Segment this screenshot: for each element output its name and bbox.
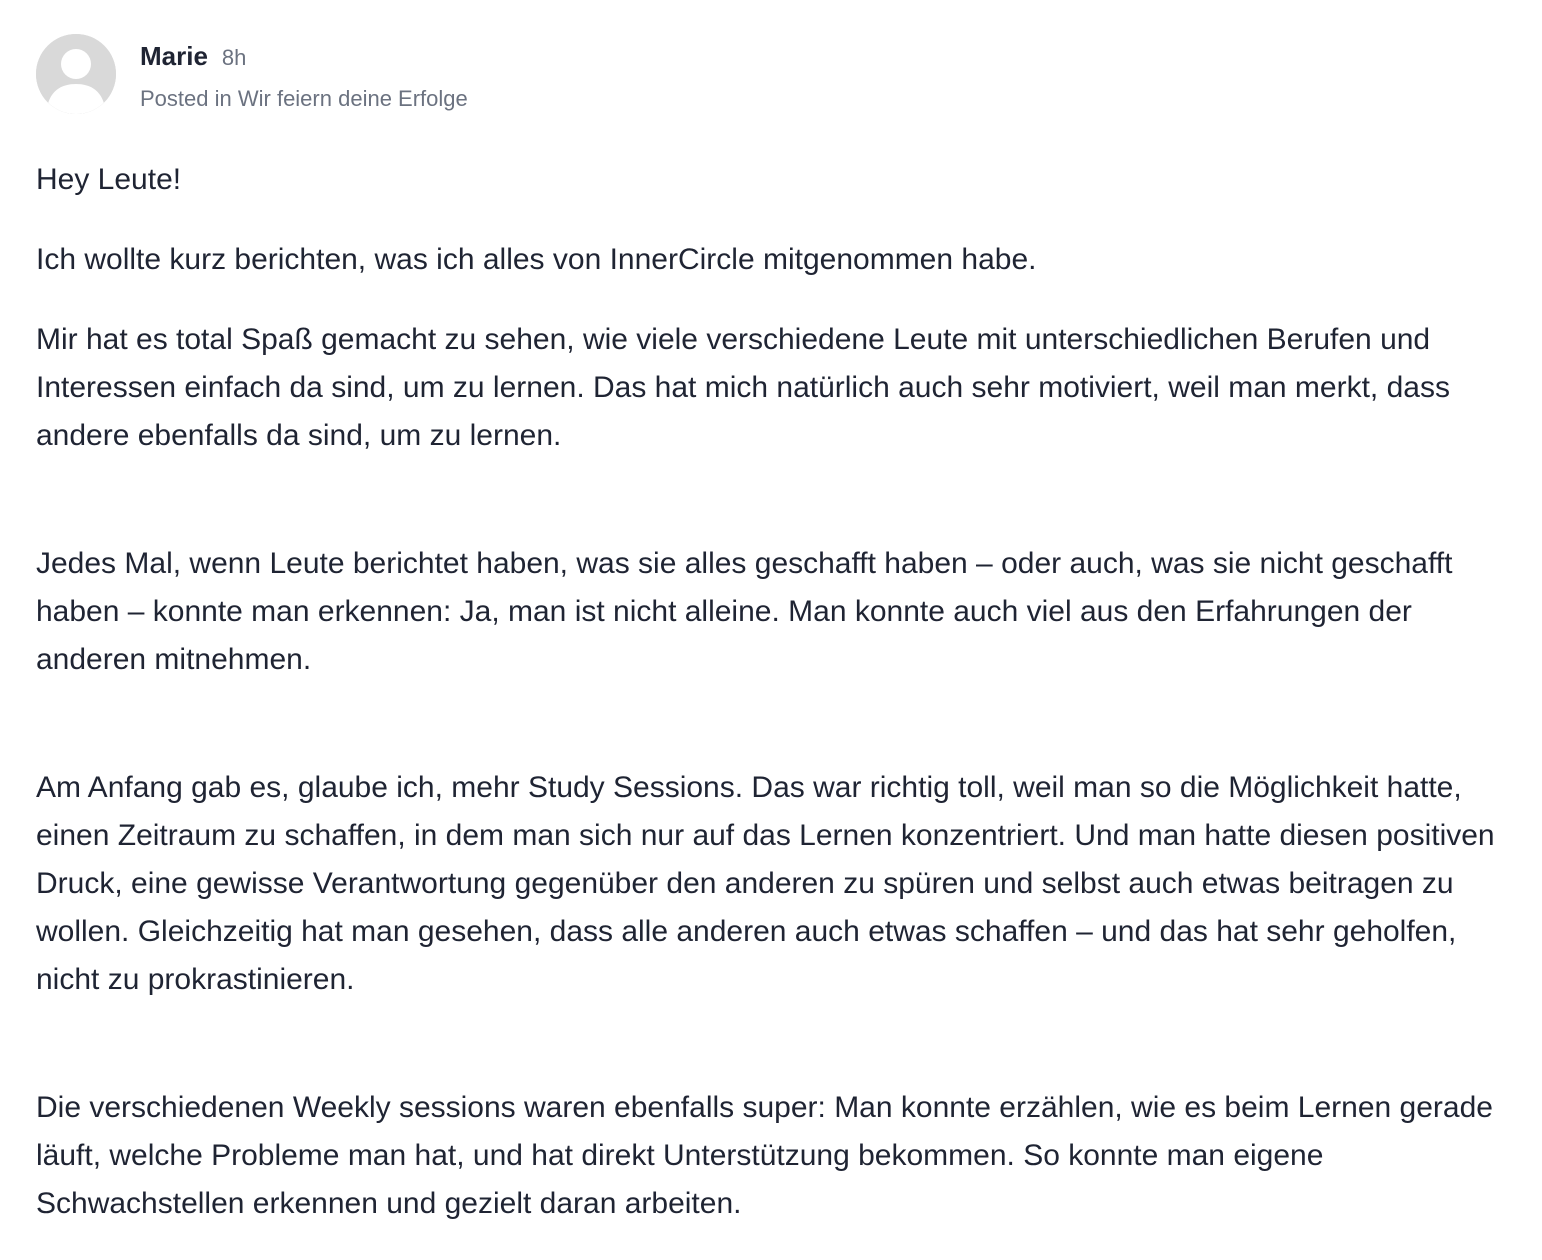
post-intro: Ich wollte kurz berichten, was ich alles von InnerCircle mitgenommen habe. bbox=[36, 243, 1037, 276]
posted-in-prefix: Posted in bbox=[140, 86, 232, 111]
post-body bbox=[36, 156, 1526, 1228]
author-name[interactable]: Marie bbox=[140, 41, 208, 71]
default-user-avatar-icon bbox=[36, 34, 116, 114]
posted-in-line bbox=[140, 84, 468, 114]
post-header bbox=[36, 34, 1506, 114]
author-line bbox=[140, 40, 246, 77]
category-link[interactable]: Wir feiern deine Erfolge bbox=[237, 86, 468, 111]
post-timestamp: 8h bbox=[221, 45, 247, 70]
post-greeting: Hey Leute! bbox=[36, 163, 182, 196]
post-paragraph: Jedes Mal, wenn Leute berichtet haben, was sie alles geschafft haben – oder auch, was sie nicht geschafft haben – konnte man erkennen: Ja, man ist nicht alleine. Man konnte auch viel aus den Erfahrungen der anderen mitnehmen. bbox=[36, 547, 1453, 676]
post-paragraph: Die verschiedenen Weekly sessions waren ebenfalls super: Man konnte erzählen, wie es beim Lernen gerade läuft, welche Probleme man hat, und hat direkt Unterstützung bekommen. So konnte man eigene Schwachstellen erkennen und gezielt daran arbeiten. bbox=[36, 1091, 1493, 1220]
post-paragraph: Am Anfang gab es, glaube ich, mehr Study Sessions. Das war richtig toll, weil man so die Möglichkeit hatte, einen Zeitraum zu schaffen, in dem man sich nur auf das Lernen konzentriert. Und man hatte diesen positiven Druck, eine gewisse Verantwortung gegenüber den anderen zu spüren und selbst auch etwas beitragen zu wollen. Gleichzeitig hat man gesehen, dass alle anderen auch etwas schaffen – und das hat sehr geholfen, nicht zu prokrastinieren. bbox=[36, 771, 1495, 996]
avatar[interactable] bbox=[36, 34, 116, 114]
post-paragraph: Mir hat es total Spaß gemacht zu sehen, wie viele verschiedene Leute mit unterschiedlichen Berufen und Interessen einfach da sind, um zu lernen. Das hat mich natürlich auch sehr motiviert, weil man merkt, dass andere ebenfalls da sind, um zu lernen. bbox=[36, 323, 1450, 452]
